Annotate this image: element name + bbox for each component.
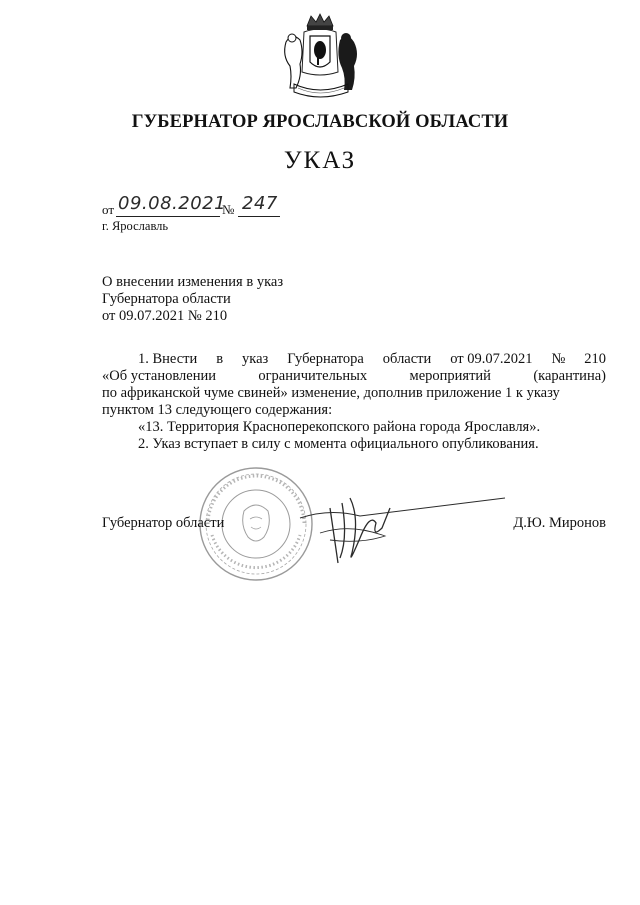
signatory-title: Губернатор области (102, 515, 225, 531)
paragraph-3: 2. Указ вступает в силу с момента официального опубликования. (138, 436, 539, 452)
word: 210 (584, 351, 606, 367)
signatory-name: Д.Ю. Миронов (513, 515, 606, 531)
word: Губернатора (287, 351, 364, 367)
word: 1. Внести (138, 351, 198, 367)
paragraph-2: «13. Территория Красноперекопского района города Ярославля». (138, 419, 541, 435)
subject-line: О внесении изменения в указ (102, 274, 284, 290)
word: мероприятий (409, 368, 491, 384)
word: № (551, 351, 566, 367)
document-type-title: УКАЗ (283, 147, 357, 174)
paragraph-1-line-1 (102, 351, 606, 368)
document-body (102, 351, 606, 453)
date-prefix: от (102, 202, 115, 217)
place-of-issue: г. Ярославль (102, 219, 169, 233)
signature-block (102, 515, 606, 535)
word: (карантина) (533, 368, 606, 384)
handwritten-number: 247 (242, 193, 278, 214)
issuing-authority-title: ГУБЕРНАТОР ЯРОСЛАВСКОЙ ОБЛАСТИ (131, 112, 509, 132)
number-prefix: № (222, 202, 235, 217)
handwritten-date: 09.08.2021 (118, 193, 227, 214)
date-underline (116, 216, 220, 217)
subject-line: Губернатора области (102, 291, 231, 307)
word: ограничительных (258, 368, 368, 384)
word: области (382, 351, 432, 367)
word: указ (242, 351, 269, 367)
document-subject (102, 274, 283, 325)
number-underline (238, 216, 280, 217)
word: в (216, 351, 224, 367)
paragraph-1-line-4: пунктом 13 следующего содержания: (102, 402, 333, 418)
coat-of-arms-bear-icon (274, 12, 366, 102)
word: от 09.07.2021 (450, 351, 533, 367)
subject-line: от 09.07.2021 № 210 (102, 308, 228, 324)
word: «Об установлении (102, 368, 216, 384)
paragraph-1-line-3: по африканской чуме свиней» изменение, дополнив приложение 1 к указу (102, 385, 560, 401)
paragraph-1-line-2 (102, 368, 606, 385)
